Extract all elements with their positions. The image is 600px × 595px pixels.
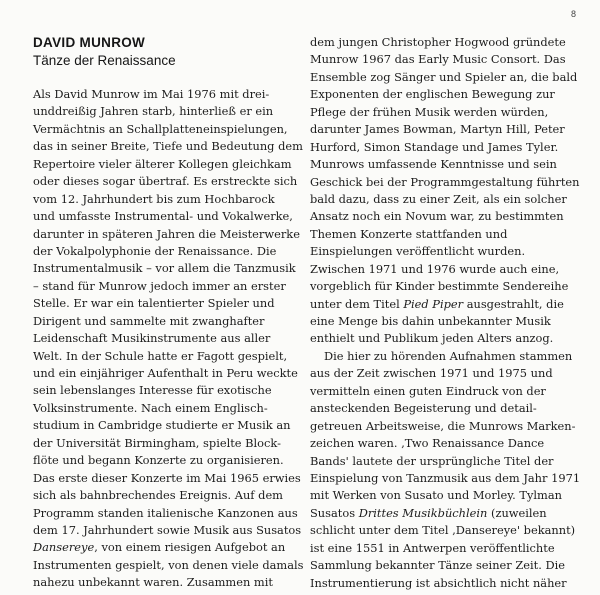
text-line: Instrumenten gespielt, von denen viele damals — [33, 557, 304, 572]
text-line: vermitteln einen guten Eindruck von der — [310, 383, 546, 398]
text-line: Vermächtnis an Schallplatteneinspielungen, — [33, 121, 288, 136]
page-number: 8 — [570, 9, 576, 19]
text-line: Einspielung von Tanzmusik aus dem Jahr 1971 — [310, 470, 581, 485]
text-line: und umfasste Instrumental- und Vokalwerke, — [33, 209, 293, 224]
text-line: Ensemble zog Sänger und Spieler an, die bald — [310, 69, 578, 84]
text-line: Exponenten der englischen Bewegung zur — [310, 87, 555, 102]
text-line: Susatos Drittes Musikbüchlein (zuweilen — [310, 505, 547, 520]
text-line: vom 12. Jahrhundert bis zum Hochbarock — [33, 191, 275, 206]
text-line: schlicht unter dem Titel ‚Dansereye' bekannt) — [310, 523, 576, 538]
text-line: Das erste dieser Konzerte im Mai 1965 erwies — [33, 470, 301, 485]
text-line: der Universität Birmingham, spielte Block- — [33, 435, 281, 450]
text-line: vorgeblich für Kinder bestimmte Sendereihe — [310, 279, 569, 294]
text-line: Welt. In der Schule hatte er Fagott gespielt, — [33, 348, 288, 363]
text-line: nahezu unbekannt waren. Zusammen mit — [33, 575, 273, 590]
text-line: Pflege der frühen Musik werden würden, — [310, 104, 549, 119]
text-line: und ein einjähriger Aufenthalt in Peru weckte — [33, 366, 298, 380]
text-line: Hurford, Simon Standage und James Tyler. — [310, 139, 559, 154]
text-line: darunter in späteren Jahren die Meisterwerke — [33, 226, 300, 241]
text-line: aus der Zeit zwischen 1971 und 1975 und — [310, 366, 553, 381]
text-line: Ansatz noch ein Novum war, zu bestimmten — [310, 209, 564, 224]
text-line: Programm standen italienische Kanzonen aus — [33, 505, 298, 520]
text-line: – stand für Munrow jedoch immer an erster — [33, 278, 286, 293]
left-column — [33, 34, 304, 592]
text-line: dem jungen Christopher Hogwood gründete — [310, 35, 566, 49]
text-line: Sammlung bekannter Tänze seiner Zeit. Die — [310, 558, 565, 573]
text-line: unter dem Titel Pied Piper ausgestrahlt, die — [310, 296, 564, 311]
text-line: Leidenschaft Musikinstrumente aus aller — [33, 331, 271, 346]
text-line: zeichen waren. ‚Two Renaissance Dance — [310, 436, 545, 451]
text-line: getreuen Arbeitsweise, die Munrows Marken- — [310, 418, 576, 433]
text-line: Volksinstrumente. Nach einem Englisch- — [33, 400, 268, 415]
text-line: Themen Konzerte stattfanden und — [310, 226, 508, 241]
text-line: unddreißig Jahren starb, hinterließ er ein — [33, 104, 274, 119]
right-column — [310, 34, 581, 592]
text-line: sein lebenslanges Interesse für exotische — [33, 383, 272, 398]
text-line: der Vokalpolyphonie der Renaissance. Die — [33, 243, 277, 258]
author-heading: DAVID MUNROW — [33, 35, 146, 50]
text-line: darunter James Bowman, Martyn Hill, Peter — [310, 122, 565, 137]
text-line: mit Werken von Susato und Morley. Tylman — [310, 488, 562, 503]
text-line: enthielt und Publikum jeden Alters anzog. — [310, 331, 554, 346]
left-body-text — [33, 86, 304, 592]
text-line: Zwischen 1971 und 1976 wurde auch eine, — [310, 261, 560, 276]
text-line: Als David Munrow im Mai 1976 mit drei- — [33, 87, 270, 101]
text-line: dem 17. Jahrhundert sowie Musik aus Susatos — [33, 522, 302, 537]
text-line: Instrumentierung ist absichtlich nicht näher — [310, 575, 567, 590]
text-line: Einspielungen veröffentlicht wurden. — [310, 244, 526, 259]
text-line: studium in Cambridge studierte er Musik an — [33, 418, 291, 433]
text-line: flöte und begann Konzerte zu organisieren. — [33, 453, 284, 468]
right-body-text — [310, 34, 581, 592]
text-line: Instrumentalmusik – vor allem die Tanzmusik — [33, 261, 296, 276]
text-line: Stelle. Er war ein talentierter Spieler und — [33, 296, 275, 311]
text-line: oder dieses sogar übertraf. Es erstreckte sich — [33, 174, 298, 189]
text-line: Munrows umfassende Kenntnisse und sein — [310, 157, 557, 172]
text-line: ansteckenden Begeisterung und detail- — [310, 401, 537, 416]
text-line: eine Menge bis dahin unbekannter Musik — [310, 314, 551, 328]
text-line: sich als bahnbrechendes Ereignis. Auf dem — [33, 488, 283, 503]
text-line: Bands' lautete der ursprüngliche Titel der — [310, 453, 554, 468]
text-line: bald dazu, dass zu einer Zeit, als ein solcher — [310, 191, 567, 206]
piece-title: Tänze der Renaissance — [33, 53, 176, 68]
text-line: Geschick bei der Programmgestaltung führten — [310, 174, 580, 189]
text-line: ist eine 1551 in Antwerpen veröffentlichte — [310, 540, 555, 555]
text-line: das in seiner Breite, Tiefe und Bedeutung dem — [33, 139, 303, 154]
text-line: Die hier zu hörenden Aufnahmen stammen — [324, 348, 573, 363]
text-line: Dansereye, von einem riesigen Aufgebot an — [33, 540, 286, 555]
text-line: Dirigent und sammelte mit zwanghafter — [33, 313, 265, 328]
text-line: Munrow 1967 das Early Music Consort. Das — [310, 52, 566, 67]
text-line: Repertoire vieler älterer Kollegen gleichkam — [33, 156, 292, 171]
